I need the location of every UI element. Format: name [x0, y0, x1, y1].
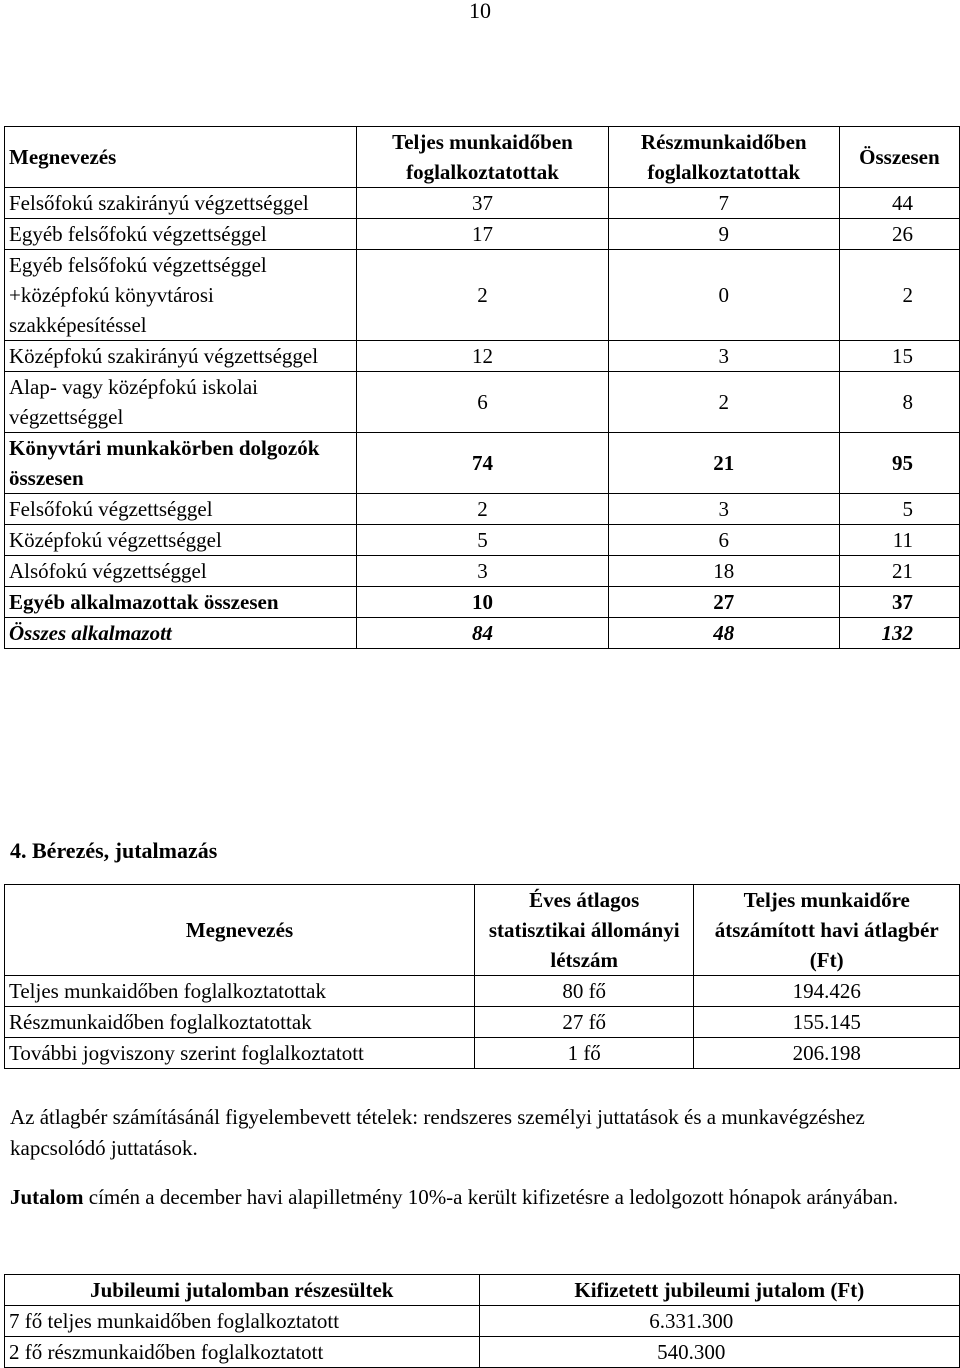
salary-value: 194.426 [694, 976, 960, 1007]
part-time-value: 27 [608, 587, 839, 618]
headcount-value: 27 fő [474, 1007, 693, 1038]
row-label: Középfokú szakirányú végzettséggel [5, 341, 357, 372]
table-header-row [5, 127, 960, 188]
page-number: 10 [469, 0, 491, 23]
full-time-value: 17 [357, 219, 608, 250]
total-value: 95 [839, 433, 959, 494]
header-avg-salary: Teljes munkaidőre átszámított havi átlagbér (Ft) [694, 885, 960, 976]
table-row [5, 372, 960, 433]
full-time-value: 37 [357, 188, 608, 219]
paragraph-salary-note: Az átlagbér számításánál figyelembevett tételek: rendszeres személyi juttatások és a munkavégzéshez kapcsolódó juttatások. [10, 1105, 865, 1160]
bonus-bold-word: Jutalom [10, 1185, 84, 1209]
full-time-value: 2 [357, 494, 608, 525]
jubilee-table-body [5, 1306, 960, 1368]
row-label: Teljes munkaidőben foglalkoztatottak [5, 976, 475, 1007]
table-header-row [5, 1275, 960, 1306]
full-time-value: 3 [357, 556, 608, 587]
row-label: Egyéb alkalmazottak összesen [5, 587, 357, 618]
row-label: 2 fő részmunkaidőben foglalkoztatott [5, 1337, 480, 1368]
salary-value: 206.198 [694, 1038, 960, 1069]
total-value: 8 [839, 372, 959, 433]
header-amount: Kifizetett jubileumi jutalom (Ft) [479, 1275, 959, 1306]
table-row [5, 587, 960, 618]
row-label: Középfokú végzettséggel [5, 525, 357, 556]
full-time-value: 12 [357, 341, 608, 372]
row-label: Alap- vagy középfokú iskolai végzettséggel [5, 372, 357, 433]
bonus-text: címén a december havi alapilletmény 10%-a került kifizetésre a ledolgozott hónapok arányában. [83, 1185, 899, 1209]
total-value: 11 [839, 525, 959, 556]
row-label: Összes alkalmazott [5, 618, 357, 649]
full-time-value: 10 [357, 587, 608, 618]
header-name: Megnevezés [5, 127, 357, 188]
header-recipients: Jubileumi jutalomban részesültek [5, 1275, 480, 1306]
table-row [5, 219, 960, 250]
table-row [5, 433, 960, 494]
header-headcount: Éves átlagos statisztikai állományi létszám [474, 885, 693, 976]
full-time-value: 2 [357, 250, 608, 341]
full-time-value: 5 [357, 525, 608, 556]
row-label: Felsőfokú végzettséggel [5, 494, 357, 525]
part-time-value: 18 [608, 556, 839, 587]
total-value: 21 [839, 556, 959, 587]
table-row [5, 250, 960, 341]
salary-table-body [5, 976, 960, 1069]
header-full-time: Teljes munkaidőben foglalkoztatottak [357, 127, 608, 188]
full-time-value: 6 [357, 372, 608, 433]
part-time-value: 3 [608, 494, 839, 525]
table-row [5, 976, 960, 1007]
row-label: Részmunkaidőben foglalkoztatottak [5, 1007, 475, 1038]
part-time-value: 21 [608, 433, 839, 494]
total-value: 37 [839, 587, 959, 618]
row-label: 7 fő teljes munkaidőben foglalkoztatott [5, 1306, 480, 1337]
headcount-value: 80 fő [474, 976, 693, 1007]
full-time-value: 84 [357, 618, 608, 649]
salary-value: 155.145 [694, 1007, 960, 1038]
total-value: 26 [839, 219, 959, 250]
jubilee-table [4, 1274, 960, 1368]
table-row [5, 618, 960, 649]
row-label: Könyvtári munkakörben dolgozók összesen [5, 433, 357, 494]
table-row [5, 1337, 960, 1368]
part-time-value: 2 [608, 372, 839, 433]
header-name: Megnevezés [5, 885, 475, 976]
header-total: Összesen [839, 127, 959, 188]
total-value: 132 [839, 618, 959, 649]
part-time-value: 0 [608, 250, 839, 341]
part-time-value: 7 [608, 188, 839, 219]
paragraph-bonus-note [10, 1182, 950, 1213]
row-label: Alsófokú végzettséggel [5, 556, 357, 587]
table-row [5, 525, 960, 556]
row-label: További jogviszony szerint foglalkoztatott [5, 1038, 475, 1069]
table-row [5, 494, 960, 525]
part-time-value: 3 [608, 341, 839, 372]
headcount-value: 1 fő [474, 1038, 693, 1069]
row-label: Egyéb felsőfokú végzettséggel [5, 219, 357, 250]
header-part-time: Részmunkaidőben foglalkoztatottak [608, 127, 839, 188]
part-time-value: 6 [608, 525, 839, 556]
total-value: 5 [839, 494, 959, 525]
total-value: 15 [839, 341, 959, 372]
table-header-row [5, 885, 960, 976]
table-row [5, 1306, 960, 1337]
amount-value: 6.331.300 [479, 1306, 959, 1337]
salary-table [4, 884, 960, 1069]
full-time-value: 74 [357, 433, 608, 494]
staff-table-body [5, 188, 960, 649]
table-row [5, 341, 960, 372]
staff-table [4, 126, 960, 649]
amount-value: 540.300 [479, 1337, 959, 1368]
part-time-value: 9 [608, 219, 839, 250]
part-time-value: 48 [608, 618, 839, 649]
row-label: Felsőfokú szakirányú végzettséggel [5, 188, 357, 219]
row-label: Egyéb felsőfokú végzettséggel +középfokú könyvtárosi szakképesítéssel [5, 250, 357, 341]
total-value: 44 [839, 188, 959, 219]
table-row [5, 188, 960, 219]
table-row [5, 1038, 960, 1069]
table-row [5, 1007, 960, 1038]
table-row [5, 556, 960, 587]
total-value: 2 [839, 250, 959, 341]
section-title: 4. Bérezés, jutalmazás [10, 838, 218, 863]
